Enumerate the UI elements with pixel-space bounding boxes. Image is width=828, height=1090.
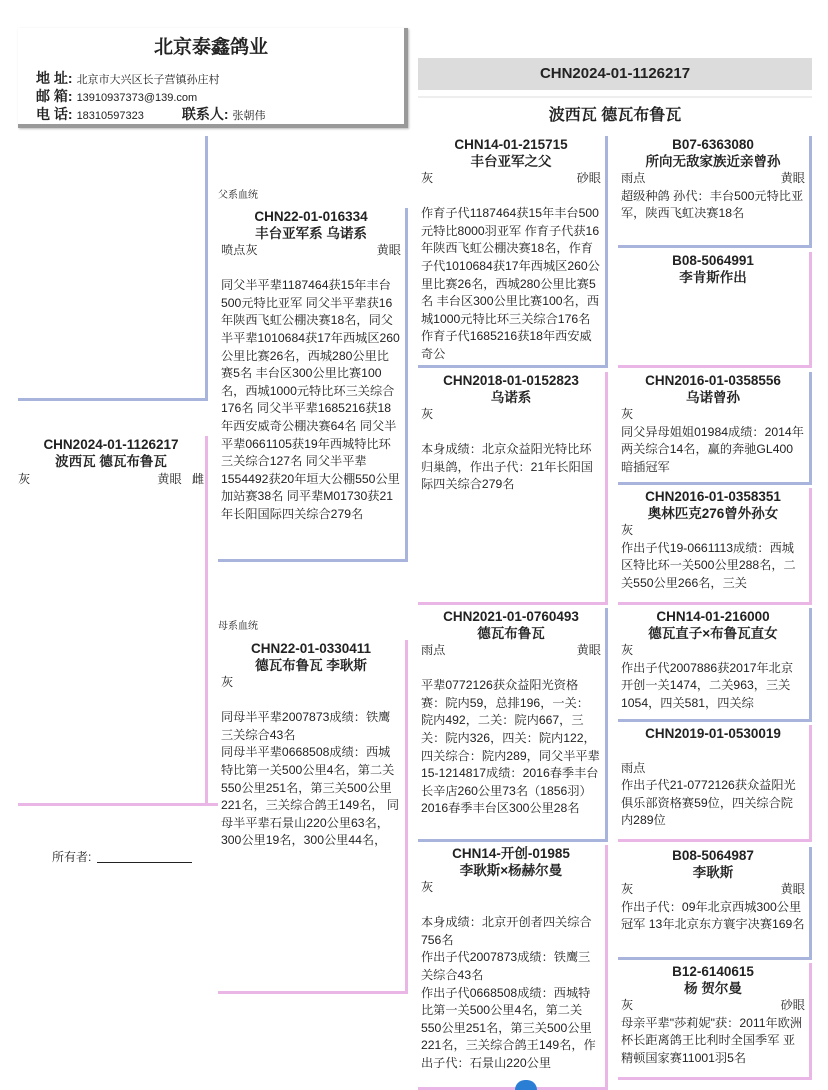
phone-row <box>36 104 266 124</box>
color-eye-row <box>621 170 805 188</box>
pigeon-ring-number: CHN22-01-0330411 <box>250 641 372 656</box>
color-eye-row <box>621 997 805 1015</box>
gen3-pigeon-card <box>618 963 812 1080</box>
pigeon-ring-number: CHN2016-01-0358556 <box>645 373 781 388</box>
title-ring-bar: CHN2024-01-1126217 <box>418 58 812 90</box>
pigeon-ring-number: CHN2016-01-0358351 <box>645 489 781 504</box>
gen2-pigeon-card <box>418 608 608 842</box>
pigeon-notes: 作出子代：09年北京西城300公里冠军 13年北京东方寰宇决赛169名 <box>621 899 805 932</box>
dam-connector-vertical <box>205 436 208 803</box>
email-label: 邮 箱: <box>36 88 73 104</box>
gen3-pigeon-card <box>618 136 812 248</box>
address-label: 地 址: <box>36 70 73 86</box>
gen3-pigeon-card <box>618 725 812 842</box>
pigeon-name: 李耿斯 <box>692 865 734 880</box>
pigeon-ring-number: CHN22-01-016334 <box>254 209 368 224</box>
color-eye-row <box>621 881 805 899</box>
subject-ring: CHN2024-01-1126217 <box>43 437 179 452</box>
subject-name: 波西瓦 德瓦布鲁瓦 <box>55 454 167 469</box>
email-row <box>36 86 197 106</box>
blank-line <box>421 660 601 678</box>
owner-field <box>52 848 192 865</box>
gen2-pigeon-card <box>418 845 608 1090</box>
blank-line <box>421 897 601 915</box>
gen3-pigeon-card <box>618 847 812 960</box>
pigeon-ring-number: CHN2019-01-0530019 <box>645 726 781 741</box>
pigeon-eye: 黄眼 <box>780 882 805 896</box>
pigeon-notes: 平辈0772126获众益阳光资格赛：院内59，总排196，一关：院内492，二关：院内667，三关：院内326，四关：院内122，四关综合：院内289，同父半平辈15-1214817成绩：2016春季丰台长辛店260公里73名（1856羽）2016春季丰台区300公里28名 <box>421 678 600 816</box>
pigeon-name: 乌诺系 <box>490 390 532 405</box>
phone-value: 18310597323 <box>76 110 144 122</box>
color-eye-row <box>621 406 805 424</box>
pigeon-color: 雨点 <box>621 760 646 775</box>
pigeon-notes: 超级种鸽 孙代：丰台500元特比亚军，陕西飞虹决赛18名 <box>621 188 804 221</box>
pigeon-color: 灰 <box>621 998 634 1012</box>
pigeon-notes: 作出子代2007886获2017年北京开创一关1474，二关963，三关1054，四关581，四关综 <box>621 660 794 710</box>
pigeon-name: 李肯斯作出 <box>679 270 747 285</box>
gen3-pigeon-card <box>618 488 812 605</box>
color-eye-row <box>221 242 401 260</box>
pigeon-color: 喷点灰 <box>221 243 258 257</box>
pigeon-name: 德瓦布鲁瓦 <box>477 626 545 641</box>
contact-value: 张朝伟 <box>232 110 266 122</box>
subject-sex: 雌 <box>191 472 204 486</box>
gen1-pigeon-card <box>218 640 408 994</box>
breeder-header <box>18 28 408 128</box>
pigeon-color: 灰 <box>421 407 434 421</box>
sire-connector <box>18 398 208 401</box>
gen3-pigeon-card <box>618 372 812 485</box>
pigeon-name: 德瓦布鲁瓦 李耿斯 <box>255 658 367 673</box>
pigeon-color: 灰 <box>421 880 434 894</box>
pigeon-eye: 黄眼 <box>780 171 805 185</box>
owner-label: 所有者: <box>52 850 92 864</box>
blank-line <box>421 188 601 206</box>
pigeon-name: 杨 贺尔曼 <box>684 981 742 996</box>
gen2-pigeon-card <box>418 136 608 368</box>
color-eye-row <box>621 760 805 778</box>
color-eye-row <box>621 522 805 540</box>
blank-line <box>421 424 601 442</box>
pigeon-color: 灰 <box>421 171 434 185</box>
gen3-pigeon-card <box>618 608 812 722</box>
subject-eye: 黄眼 <box>157 472 182 486</box>
dam-connector <box>18 803 218 806</box>
color-eye-row <box>421 406 601 424</box>
contact-label: 联系人: <box>181 106 229 122</box>
pigeon-color: 雨点 <box>421 643 446 657</box>
dam-line-label: 母系血统 <box>218 621 258 632</box>
pigeon-eye: 黄眼 <box>576 643 601 657</box>
blank-line <box>621 742 805 760</box>
color-eye-row <box>621 642 805 660</box>
pigeon-notes: 本身成绩：北京众益阳光特比环归巢鸽，作出子代：21年长阳国际四关综合279名 <box>421 442 593 492</box>
pigeon-notes: 同母半平辈2007873成绩：铁鹰三关综合43名 同母半平辈0668508成绩：西城特比第一关500公里4名，第二关550公里251名，第三关500公里221名，三关综合鸽王149名， 同母半平辈石景山220公里63名，300公里19名，300公里44名， <box>221 710 400 848</box>
sire-connector-vertical <box>205 136 208 400</box>
pigeon-notes: 同父异母姐姐01984成绩：2014年两关综合14名，赢的奔驰GL400暗插冠军 <box>621 424 804 474</box>
pigeon-name: 丰台亚军之父 <box>470 154 552 169</box>
pigeon-color: 灰 <box>621 643 634 657</box>
address-row <box>36 68 220 88</box>
gen2-pigeon-card <box>418 372 608 605</box>
pigeon-notes: 作育子代1187464获15年丰台500元特比8000羽亚军 作育子代获16年陕西飞虹公棚决赛18名，作育子代1010684获17年西城区260公里比赛26名，西城280公里比赛5名 丰台区300公里比赛100名，西城1000元特比环三关综合176名 作育子代1685216获18年西安威奇公 <box>421 206 600 361</box>
pigeon-eye: 砂眼 <box>780 998 805 1012</box>
pigeon-notes: 作出子代19-0661113成绩：西城区特比环一关500公里288名，二关550公里266名，三关 <box>621 540 796 590</box>
company-name: 北京泰鑫鸽业 <box>153 37 268 58</box>
pigeon-color: 灰 <box>621 882 634 896</box>
pigeon-eye: 砂眼 <box>576 171 601 185</box>
pigeon-eye: 黄眼 <box>376 243 401 257</box>
address-value: 北京市大兴区长子营镇孙庄村 <box>76 74 220 86</box>
gen1-pigeon-card <box>218 208 408 562</box>
color-eye-row <box>421 879 601 897</box>
pigeon-name: 乌诺曾孙 <box>686 390 740 405</box>
color-eye-row <box>221 674 401 692</box>
pigeon-name: 所向无敌家族近亲曾孙 <box>645 154 781 169</box>
color-eye-row <box>421 170 601 188</box>
pigeon-ring-number: CHN14-开创-01985 <box>452 846 570 861</box>
pigeon-name: 德瓦直子×布鲁瓦直女 <box>648 626 778 641</box>
pigeon-notes: 母亲平辈"莎莉妮"获：2011年欧洲杯长距离鸽王比利时全国季军 亚精顿国家赛11001羽5名 <box>621 1015 803 1065</box>
phone-label: 电 话: <box>36 106 73 122</box>
pigeon-ring-number: CHN2018-01-0152823 <box>443 373 579 388</box>
pigeon-name: 李耿斯×杨赫尔曼 <box>459 863 563 878</box>
pigeon-ring-number: B08-5064987 <box>672 848 754 863</box>
subject-color: 灰 <box>18 472 31 486</box>
pigeon-ring-number: CHN14-01-216000 <box>656 609 770 624</box>
title-pigeon-name: 波西瓦 德瓦布鲁瓦 <box>418 96 812 125</box>
pigeon-color: 灰 <box>221 675 234 689</box>
pigeon-ring-number: CHN14-01-215715 <box>454 137 568 152</box>
pigeon-name: 奥林匹克276曾外孙女 <box>647 506 779 521</box>
subject-pigeon <box>18 436 204 487</box>
pigeon-ring-number: B07-6363080 <box>672 137 754 152</box>
blank-line <box>221 692 401 710</box>
email-value: 13910937373@139.com <box>76 92 198 104</box>
pigeon-notes: 本身成绩：北京开创者四关综合756名 作出子代2007873成绩：铁鹰三关综合43名 作出子代0668508成绩：西城特比第一关500公里4名，第二关550公里251名，第三关500公里221名，三关综合鸽王149名，作出子代：石景山220公里 <box>421 915 596 1070</box>
owner-blank-line <box>97 862 192 863</box>
gen3-pigeon-card <box>618 252 812 368</box>
blank-line <box>221 260 401 278</box>
pigeon-ring-number: B12-6140615 <box>672 964 754 979</box>
pigeon-color: 雨点 <box>621 171 646 185</box>
pigeon-notes: 同父半平辈1187464获15年丰台500元特比亚军 同父半平辈获16年陕西飞虹公棚决赛18名，同父半平辈1010684获17年西城区260公里比赛26名，西城280公里比赛5名 丰台区300公里比赛100名，西城1000元特比环三关综合176名 同父半平辈1685216获18年西安威奇公棚决赛64名 同父半平辈0661105获19年西城特比环三关综合127名 同父半平辈1554492获20年垣大公棚550公里加站赛38名 同平辈M01730获21年长阳国际四关综合279名 <box>221 278 400 521</box>
pigeon-name: 丰台亚军系 乌诺系 <box>255 226 367 241</box>
sire-line-label: 父系血统 <box>218 190 258 201</box>
color-eye-row <box>421 642 601 660</box>
pigeon-ring-number: B08-5064991 <box>672 253 754 268</box>
pigeon-color: 灰 <box>621 407 634 421</box>
pigeon-notes: 作出子代21-0772126获众益阳光俱乐部资格赛59位，四关综合院内289位 <box>621 778 796 828</box>
pigeon-color: 灰 <box>621 523 634 537</box>
pigeon-ring-number: CHN2021-01-0760493 <box>443 609 579 624</box>
